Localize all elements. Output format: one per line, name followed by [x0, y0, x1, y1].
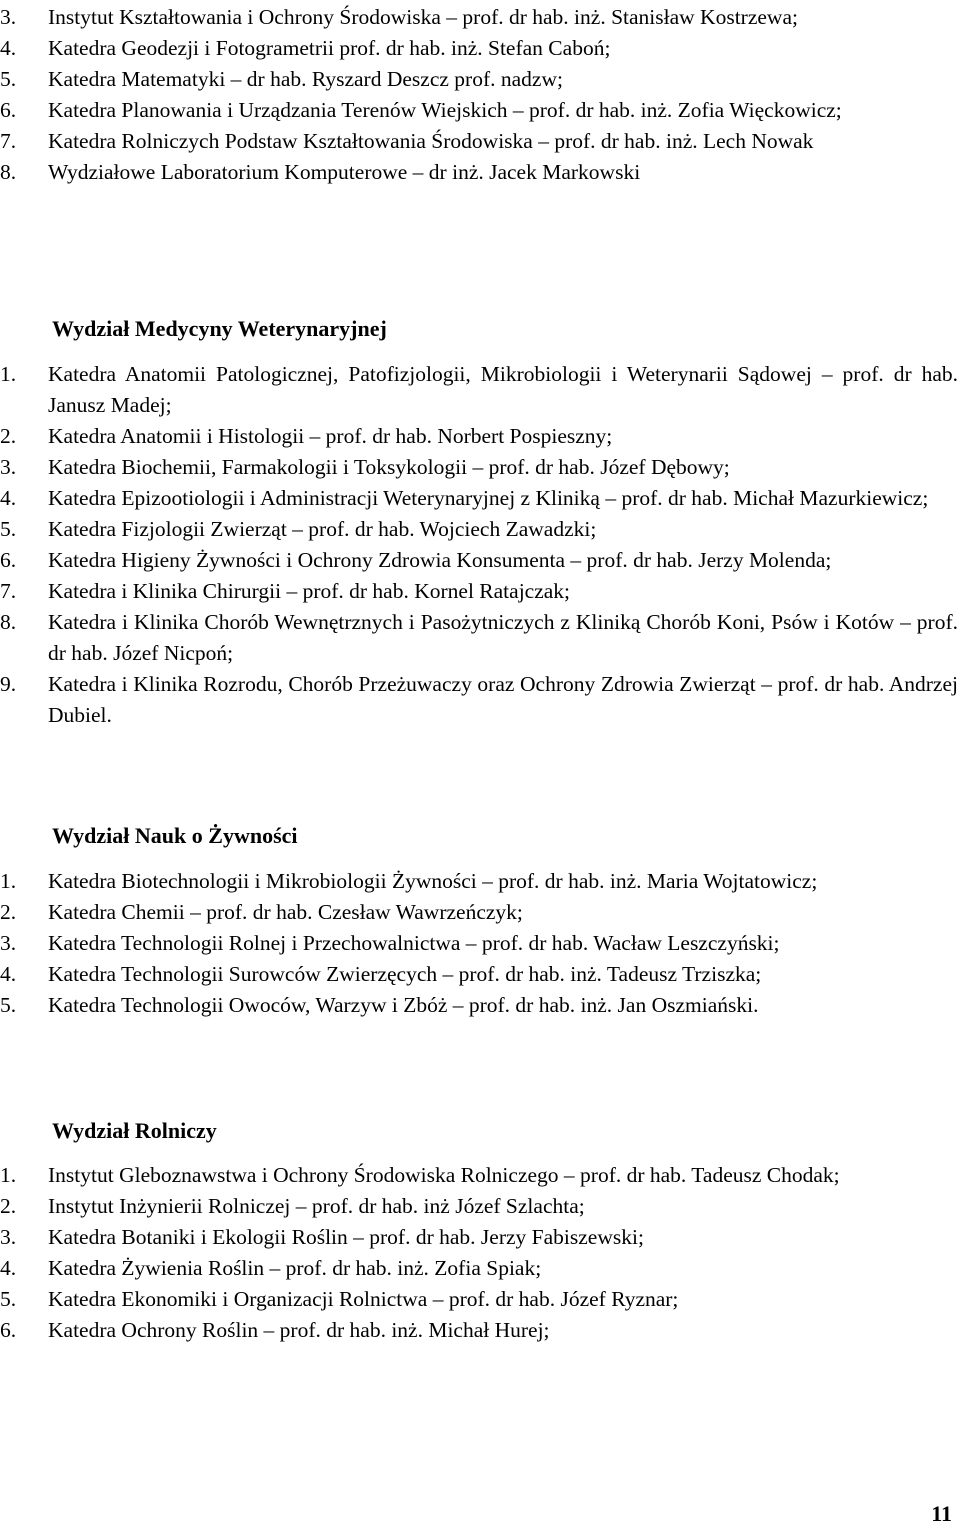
page-number: 11 — [931, 1501, 952, 1526]
list-item: 5. Katedra Matematyki – dr hab. Ryszard Deszcz prof. nadzw; — [0, 67, 563, 91]
list-item: 3. Katedra Technologii Rolnej i Przechowalnictwa – prof. dr hab. Wacław Leszczyński; — [0, 931, 780, 955]
section-vet-list — [0, 359, 960, 731]
list-item: 2. Katedra Anatomii i Histologii – prof. dr hab. Norbert Pospieszny; — [0, 424, 613, 448]
list-item: 4. Katedra Żywienia Roślin – prof. dr hab. inż. Zofia Spiak; — [0, 1256, 542, 1280]
list-item: 2. Katedra Chemii – prof. dr hab. Czesław Wawrzeńczyk; — [0, 900, 523, 924]
list-item: 4. Katedra Geodezji i Fotogrametrii prof. dr hab. inż. Stefan Caboń; — [0, 36, 611, 60]
department-list — [0, 866, 960, 1021]
list-item: 6. Katedra Higieny Żywności i Ochrony Zdrowia Konsumenta – prof. dr hab. Jerzy Molenda; — [0, 548, 832, 572]
list-item: 1. Instytut Gleboznawstwa i Ochrony Środowiska Rolniczego – prof. dr hab. Tadeusz Chodak; — [0, 1163, 840, 1187]
list-item: 5. Katedra Fizjologii Zwierząt – prof. dr hab. Wojciech Zawadzki; — [0, 517, 597, 541]
list-item: 7. Katedra Rolniczych Podstaw Kształtowania Środowiska – prof. dr hab. inż. Lech Nowak — [0, 129, 814, 153]
section-heading-food: Wydział Nauk o Żywności — [52, 823, 298, 848]
list-item: 5. Katedra Technologii Owoców, Warzyw i Zbóż – prof. dr hab. inż. Jan Oszmiański. — [0, 993, 759, 1017]
list-item: 4. Katedra Technologii Surowców Zwierzęcych – prof. dr hab. inż. Tadeusz Trziszka; — [0, 962, 762, 986]
department-list — [0, 359, 960, 731]
list-item: 7. Katedra i Klinika Chirurgii – prof. dr hab. Kornel Ratajczak; — [0, 579, 571, 603]
list-item: 6. Katedra Planowania i Urządzania Terenów Wiejskich – prof. dr hab. inż. Zofia Więckowicz; — [0, 98, 842, 122]
list-item: 9. Katedra i Klinika Rozrodu, Chorób Przeżuwaczy oraz Ochrony Zdrowia Zwierząt – prof. dr hab. Andrzej Dubiel. — [0, 672, 958, 727]
list-item: 1. Katedra Biotechnologii i Mikrobiologii Żywności – prof. dr hab. inż. Maria Wojtatowicz; — [0, 869, 818, 893]
list-item: 3. Katedra Botaniki i Ekologii Roślin – prof. dr hab. Jerzy Fabiszewski; — [0, 1225, 644, 1249]
department-list — [0, 1160, 960, 1346]
list-item: 5. Katedra Ekonomiki i Organizacji Rolnictwa – prof. dr hab. Józef Ryznar; — [0, 1287, 679, 1311]
list-item: 3. Katedra Biochemii, Farmakologii i Toksykologii – prof. dr hab. Józef Dębowy; — [0, 455, 730, 479]
department-list — [0, 2, 960, 188]
list-item: 2. Instytut Inżynierii Rolniczej – prof. dr hab. inż Józef Szlachta; — [0, 1194, 585, 1218]
section-heading-agri: Wydział Rolniczy — [52, 1118, 217, 1143]
section-agri-list — [0, 1160, 960, 1346]
list-item: 6. Katedra Ochrony Roślin – prof. dr hab. inż. Michał Hurej; — [0, 1318, 550, 1342]
list-item: 8. Katedra i Klinika Chorób Wewnętrznych i Pasożytniczych z Kliniką Chorób Koni, Psów i Kotów – prof. dr hab. Józef Nicpoń; — [0, 610, 958, 665]
section-heading-vet: Wydział Medycyny Weterynaryjnej — [52, 316, 387, 341]
list-item: 8. Wydziałowe Laboratorium Komputerowe – dr inż. Jacek Markowski — [0, 160, 641, 184]
list-item: 4. Katedra Epizootiologii i Administracji Weterynaryjnej z Kliniką – prof. dr hab. Michał Mazurkiewicz; — [0, 486, 929, 510]
section-continued-list — [0, 2, 960, 188]
section-food-list — [0, 866, 960, 1021]
list-item: 3. Instytut Kształtowania i Ochrony Środowiska – prof. dr hab. inż. Stanisław Kostrzewa; — [0, 5, 798, 29]
list-item: 1. Katedra Anatomii Patologicznej, Patofizjologii, Mikrobiologii i Weterynarii Sądowej – prof. dr hab. Janusz Madej; — [0, 362, 958, 417]
